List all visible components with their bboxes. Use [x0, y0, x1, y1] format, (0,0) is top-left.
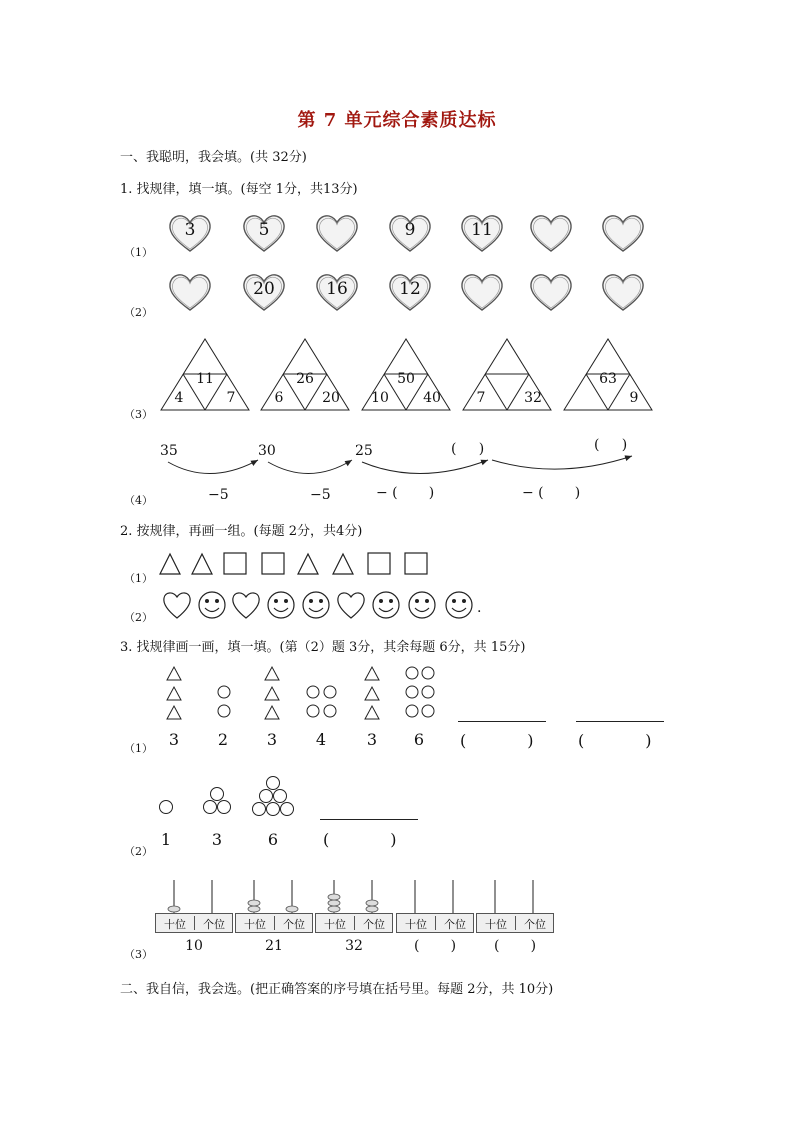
- abacus-place-box: [315, 913, 393, 933]
- heart-outline-icon: [164, 593, 190, 618]
- abacus-rods: [235, 880, 313, 914]
- triangle-right-value: 20: [322, 390, 340, 406]
- triangle-left-value: 7: [476, 390, 486, 406]
- ones-place-label: 个位: [435, 916, 474, 930]
- square-shape: [368, 553, 390, 574]
- seq-value-2: 30: [258, 443, 276, 459]
- smiley-face-icon: [446, 592, 472, 618]
- tens-place-label: 十位: [164, 918, 186, 931]
- heart-outline-icon: [338, 593, 364, 618]
- q3-row1-value-6: 6: [413, 730, 425, 749]
- q3-row1-value-3: 3: [266, 730, 278, 749]
- q3-row2-blank[interactable]: ( ): [323, 830, 397, 849]
- triangle-shape: [333, 554, 353, 574]
- section-1-heading: 一、我聪明，我会填。(共 32分): [120, 150, 307, 165]
- square-shape: [262, 553, 284, 574]
- seq-value-3: 25: [355, 443, 373, 459]
- q1-row4-label: （4）: [124, 494, 153, 507]
- triangle-right-value: 9: [629, 390, 639, 406]
- triangle-left-value: 4: [174, 390, 184, 406]
- seq-op-3[interactable]: − ( ): [376, 485, 435, 501]
- seq-arrow-4: [492, 456, 632, 469]
- q3-row1-blank-1[interactable]: ( ): [460, 731, 534, 750]
- triangle-left-value: 10: [371, 390, 389, 406]
- q2-row2-end: .: [477, 600, 482, 616]
- heart-outline-icon: [233, 593, 259, 618]
- abacus-place-box: [476, 913, 554, 933]
- seq-op-1: −5: [208, 487, 229, 503]
- tens-place-label: 十位: [244, 918, 266, 931]
- triangle-right-value: 40: [423, 390, 441, 406]
- abacus-value: 10: [185, 938, 203, 954]
- triangle-top-value: 26: [296, 371, 314, 387]
- q2-heading: 2. 按规律，再画一组。(每题 2分，共4分): [120, 524, 363, 539]
- seq-arrow-1: [168, 460, 258, 474]
- abacus-place-box: [396, 913, 474, 933]
- section-2-heading: 二、我自信，我会选。(把正确答案的序号填在括号里。每题 2分，共 10分): [120, 982, 554, 997]
- tens-place-label: 十位: [324, 918, 346, 931]
- seq-blank-2[interactable]: ( ): [594, 437, 628, 453]
- abacus-rods: [396, 880, 474, 914]
- triangle-shape: [298, 554, 318, 574]
- q3-row2-value-2: 3: [211, 830, 223, 849]
- q3-row1-value-5: 3: [366, 730, 378, 749]
- q3-row2-label: （2）: [124, 845, 153, 858]
- q3-row1-value-1: 3: [168, 730, 180, 749]
- q1-row3-label: （3）: [124, 408, 153, 421]
- q2-row1-shapes: [150, 548, 450, 580]
- seq-value-1: 35: [160, 443, 178, 459]
- heart-value: 11: [471, 220, 493, 240]
- q3-row1-pattern: [150, 662, 450, 724]
- q3-row1-value-4: 4: [315, 730, 327, 749]
- ones-place-label: 个位: [194, 916, 233, 930]
- abacus-value[interactable]: ( ): [493, 938, 537, 954]
- seq-arrow-3: [362, 460, 488, 474]
- heart-value: 3: [184, 220, 196, 240]
- abacus-rods: [476, 880, 554, 914]
- heart-value: 16: [326, 279, 348, 299]
- tens-place-label: 十位: [405, 918, 427, 931]
- smiley-face-icon: [303, 592, 329, 618]
- ones-place-label: 个位: [515, 916, 554, 930]
- triangle-right-value: 7: [226, 390, 236, 406]
- q3-row2-value-1: 1: [160, 830, 172, 849]
- abacus-rods: [155, 880, 233, 914]
- heart-value: 20: [253, 279, 275, 299]
- seq-arrow-2: [268, 460, 352, 474]
- square-shape: [405, 553, 427, 574]
- q3-heading: 3. 找规律画一画，填一填。(第（2）题 3分，其余每题 6分，共 15分): [120, 640, 526, 655]
- abacus-place-box: [155, 913, 233, 933]
- q3-row1-value-2: 2: [217, 730, 229, 749]
- triangle-shape: [160, 554, 180, 574]
- seq-blank-1[interactable]: ( ): [451, 441, 485, 457]
- q3-row2-pattern: [150, 772, 310, 822]
- ones-place-label: 个位: [354, 916, 393, 930]
- heart-value: 12: [399, 279, 421, 299]
- q3-row1-blank-2[interactable]: ( ): [578, 731, 652, 750]
- triangle-shape: [192, 554, 212, 574]
- seq-op-4[interactable]: − ( ): [522, 485, 581, 501]
- q3-row1-draw-line-1[interactable]: [458, 721, 546, 722]
- tens-place-label: 十位: [485, 918, 507, 931]
- q2-row2-label: （2）: [124, 611, 153, 624]
- q2-row1-label: （1）: [124, 572, 153, 585]
- q3-row1-label: （1）: [124, 742, 153, 755]
- heart-value: 5: [258, 220, 270, 240]
- abacus: [235, 880, 313, 970]
- triangle-top-value: 50: [397, 371, 415, 387]
- abacus: [315, 880, 393, 970]
- abacus-value: 32: [345, 938, 363, 954]
- q3-row1-draw-line-2[interactable]: [576, 721, 664, 722]
- abacus-value[interactable]: ( ): [413, 938, 457, 954]
- smiley-face-icon: [409, 592, 435, 618]
- q3-row2-draw-line[interactable]: [320, 819, 418, 820]
- q3-row2-value-3: 6: [267, 830, 279, 849]
- triangle-top-value: 63: [599, 371, 617, 387]
- q1-row1-label: （1）: [124, 246, 153, 259]
- q1-row2-label: （2）: [124, 306, 153, 319]
- abacus: [476, 880, 554, 970]
- ones-place-label: 个位: [274, 916, 313, 930]
- heart-value: 9: [404, 220, 416, 240]
- q3-row3-label: （3）: [124, 948, 153, 961]
- abacus-rods: [315, 880, 393, 914]
- abacus: [155, 880, 233, 970]
- triangle-left-value: 6: [274, 390, 284, 406]
- q1-heading: 1. 找规律，填一填。(每空 1分，共13分): [120, 182, 358, 197]
- square-shape: [224, 553, 246, 574]
- q2-row2-shapes: [155, 588, 490, 624]
- smiley-face-icon: [373, 592, 399, 618]
- abacus-place-box: [235, 913, 313, 933]
- triangle-right-value: 32: [524, 390, 542, 406]
- smiley-face-icon: [199, 592, 225, 618]
- abacus-value: 21: [265, 938, 283, 954]
- abacus: [396, 880, 474, 970]
- smiley-face-icon: [268, 592, 294, 618]
- triangle-top-value: 11: [196, 371, 214, 387]
- seq-op-2: −5: [310, 487, 331, 503]
- page-title: 第 7 单元综合素质达标: [297, 110, 497, 131]
